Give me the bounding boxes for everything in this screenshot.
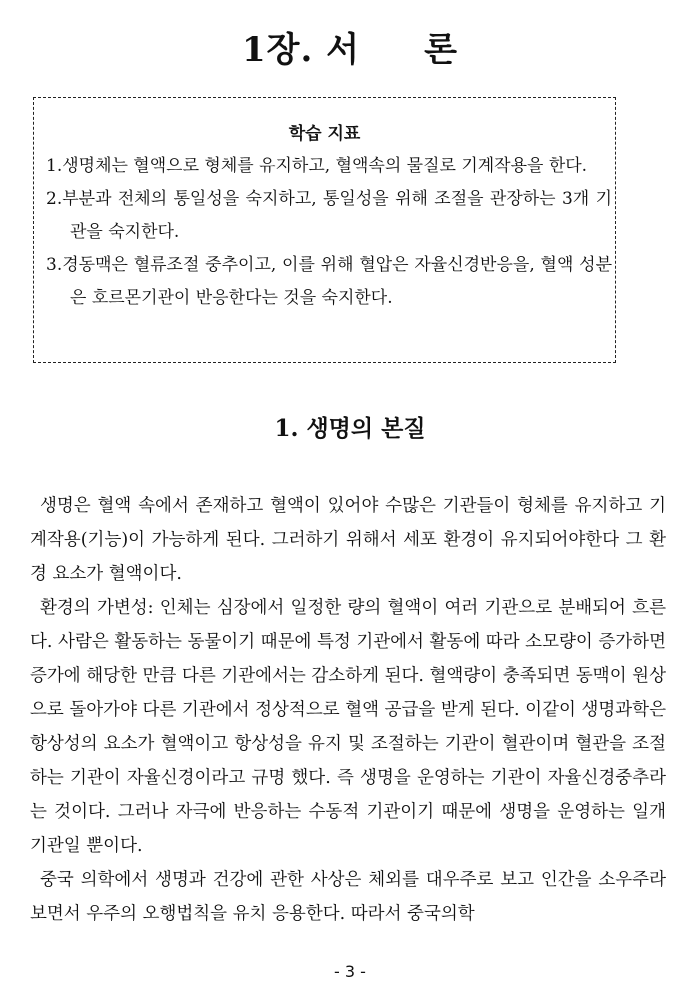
section-title: 1. 생명의 본질 — [274, 415, 426, 442]
page-number: - 3 - — [334, 962, 366, 981]
chapter-title: 1장. 서 론 — [241, 30, 459, 70]
learning-goals-box — [33, 97, 616, 363]
learning-goals-list — [46, 150, 612, 315]
body-text — [30, 489, 666, 931]
body-paragraph: 생명은 혈액 속에서 존재하고 혈액이 있어야 수많은 기관들이 형체를 유지하고 기계작용(기능)이 가능하게 된다. 그러하기 위해서 세포 환경이 유지되어야한다 그 환경 요소가 혈액이다. — [30, 496, 666, 584]
learning-goals-heading: 학습 지표 — [288, 124, 361, 144]
learning-goal-item: 3.경동맥은 혈류조절 중추이고, 이를 위해 혈압은 자율신경반응을, 혈액 성분은 호르몬기관이 반응한다는 것을 숙지한다. — [46, 255, 612, 308]
learning-goal-item: 2.부분과 전체의 통일성을 숙지하고, 통일성을 위해 조절을 관장하는 3개 기관을 숙지한다. — [46, 189, 612, 242]
learning-goal-item: 1.생명체는 혈액으로 형체를 유지하고, 혈액속의 물질로 기계작용을 한다. — [46, 156, 588, 176]
body-paragraph: 중국 의학에서 생명과 건강에 관한 사상은 체외를 대우주로 보고 인간을 소우주라 보면서 우주의 오행법칙을 유치 응용한다. 따라서 중국의학 — [30, 870, 666, 924]
body-paragraph: 환경의 가변성: 인체는 심장에서 일정한 량의 혈액이 여러 기관으로 분배되어 흐른다. 사람은 활동하는 동물이기 때문에 특정 기관에서 활동에 따라 소모량이 증가하면 증가에 해당한 만큼 다른 기관에서는 감소하게 된다. 혈액량이 충족되면 동맥이 원상으로 돌아가야 다른 기관에서 정상적으로 혈액 공급을 받게 된다. 이같이 생명과학은 항상성의 요소가 혈액이고 항상성을 유지 및 조절하는 기관이 혈관이며 혈관을 조절하는 기관이 자율신경이라고 규명 했다. 즉 생명을 운영하는 기관이 자율신경중추라는 것이다. 그러나 자극에 반응하는 수동적 기관이기 때문에 생명을 운영하는 일개 기관일 뿐이다. — [30, 598, 666, 856]
